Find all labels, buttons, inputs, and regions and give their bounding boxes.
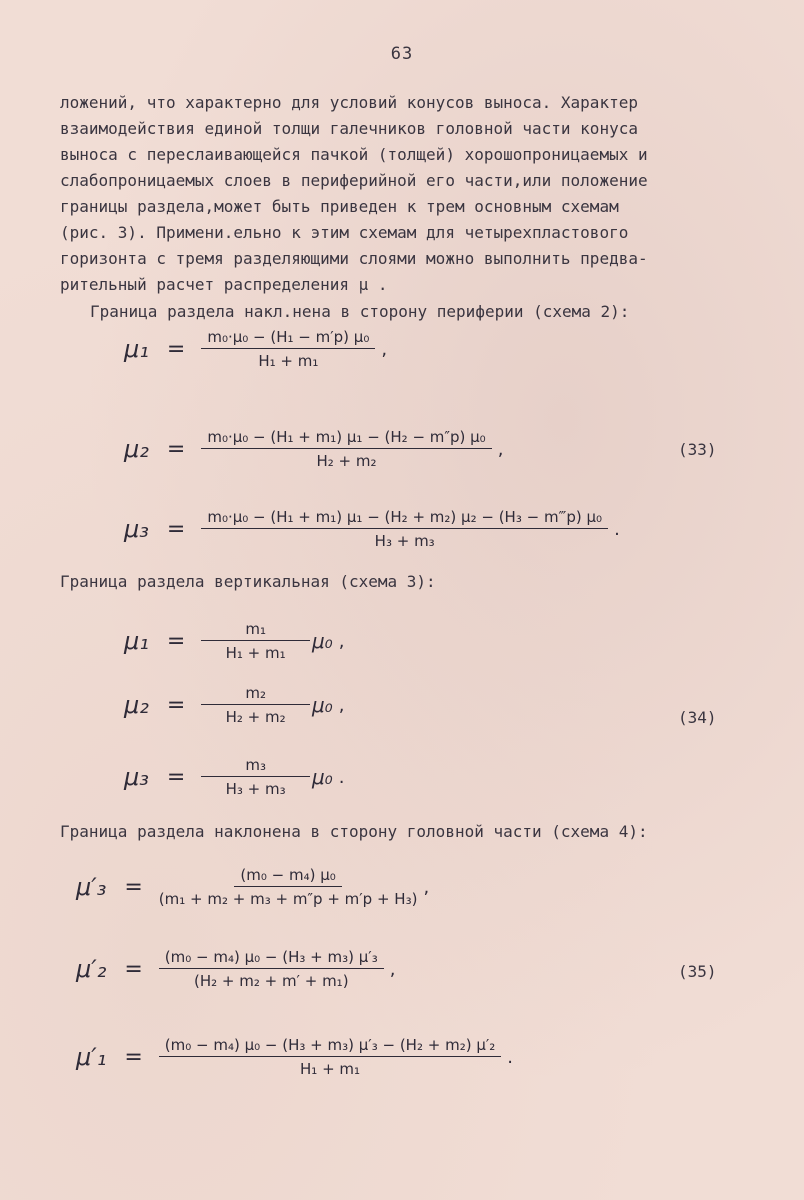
numerator: m₀·μ₀ − (H₁ − m′p) μ₀ [201,328,375,349]
paragraph-line: ложений, что характерно для условий конусов выноса. Характер [60,93,638,112]
equation-tail: μ₀ [311,693,333,717]
punctuation: , [381,338,388,360]
equals-sign: = [166,628,186,654]
equation-tail: μ₀ [311,629,333,653]
equals-sign: = [124,1044,143,1070]
equation-lhs: μ₃ [124,515,149,543]
equation-lhs: μ₂ [124,435,149,463]
fraction [201,428,491,470]
numerator: (m₀ − m₄) μ₀ [234,866,341,887]
denominator: H₂ + m₂ [316,452,377,470]
paragraph-line: выноса с переслаивающейся пачкой (толщей) хорошопроницаемых и [60,145,648,164]
paragraph-line: взаимодействия единой толщи галечников головной части конуса [60,119,638,138]
denominator: H₃ + m₃ [374,532,435,550]
paragraph-line: (рис. 3). Примени.ельно к этим схемам для четырехпластового [60,223,629,242]
numerator: m₃ [201,756,310,777]
punctuation: . [614,518,620,540]
punctuation: , [338,694,345,716]
equals-sign: = [166,764,186,790]
paragraph-line: горизонта с тремя разделяющими слоями можно выполнить предва- [60,249,648,268]
equation-33-row-1 [124,328,387,370]
equation-lhs: μ′₁ [76,1043,107,1071]
equation-lhs: μ₃ [124,763,149,791]
punctuation: , [497,438,504,460]
equation-34-row-3 [124,756,344,798]
fraction [201,684,310,726]
equation-35-row-3 [76,1036,513,1078]
numerator: m₀·μ₀ − (H₁ + m₁) μ₁ − (H₂ + m₂) μ₂ − (H₃ − m‴p) μ₀ [201,508,608,529]
denominator: (H₂ + m₂ + m′ + m₁) [193,972,349,990]
section-heading-scheme-2: Граница раздела накл.нена в сторону периферии (схема 2): [90,302,630,321]
numerator: (m₀ − m₄) μ₀ − (H₃ + m₃) μ′₃ − (H₂ + m₂) μ′₂ [159,1036,502,1057]
numerator: m₂ [201,684,310,705]
punctuation: . [338,766,345,788]
equals-sign: = [166,692,186,718]
equation-lhs: μ′₃ [76,873,107,901]
equation-lhs: μ₂ [124,691,149,719]
equation-35-row-2 [76,948,395,990]
equation-lhs: μ₁ [124,335,149,363]
punctuation: . [507,1046,514,1068]
denominator: H₁ + m₁ [300,1060,361,1078]
equals-sign: = [166,516,186,542]
fraction [201,328,375,370]
equals-sign: = [124,956,143,982]
denominator: H₃ + m₃ [225,780,286,798]
equals-sign: = [124,874,143,900]
section-heading-scheme-4: Граница раздела наклонена в сторону головной части (схема 4): [60,822,648,841]
equation-35-row-1 [76,866,429,908]
equation-33-row-2 [124,428,503,470]
punctuation: , [338,630,345,652]
equation-lhs: μ′₂ [76,955,107,983]
fraction [201,508,608,550]
equation-lhs: μ₁ [124,627,149,655]
fraction [159,1036,502,1078]
equation-number-34: (34) [678,708,717,727]
numerator: m₀·μ₀ − (H₁ + m₁) μ₁ − (H₂ − m″p) μ₀ [201,428,491,449]
equals-sign: = [166,336,186,362]
denominator: H₁ + m₁ [225,644,286,662]
equation-tail: μ₀ [311,765,333,789]
equation-number-33: (33) [678,440,717,459]
numerator: (m₀ − m₄) μ₀ − (H₃ + m₃) μ′₃ [159,948,384,969]
punctuation: , [423,876,430,898]
equation-34-row-2 [124,684,344,726]
page-number: 63 [390,44,414,64]
punctuation: , [389,958,396,980]
equation-33-row-3 [124,508,620,550]
fraction [159,866,418,908]
paragraph-line: границы раздела,может быть приведен к трем основным схемам [60,197,619,216]
fraction [201,620,310,662]
equation-number-35: (35) [678,962,717,981]
paragraph-line: рительный расчет распределения μ . [60,275,388,294]
body-paragraph [60,90,740,298]
fraction [201,756,310,798]
fraction [159,948,384,990]
numerator: m₁ [201,620,310,641]
denominator: (m₁ + m₂ + m₃ + m″p + m′p + H₃) [158,890,418,908]
paragraph-line: слабопроницаемых слоев в периферийной его части,или положение [60,171,648,190]
equation-34-row-1 [124,620,344,662]
equals-sign: = [166,436,186,462]
denominator: H₁ + m₁ [258,352,319,370]
section-heading-scheme-3: Граница раздела вертикальная (схема 3): [60,572,436,591]
denominator: H₂ + m₂ [225,708,286,726]
